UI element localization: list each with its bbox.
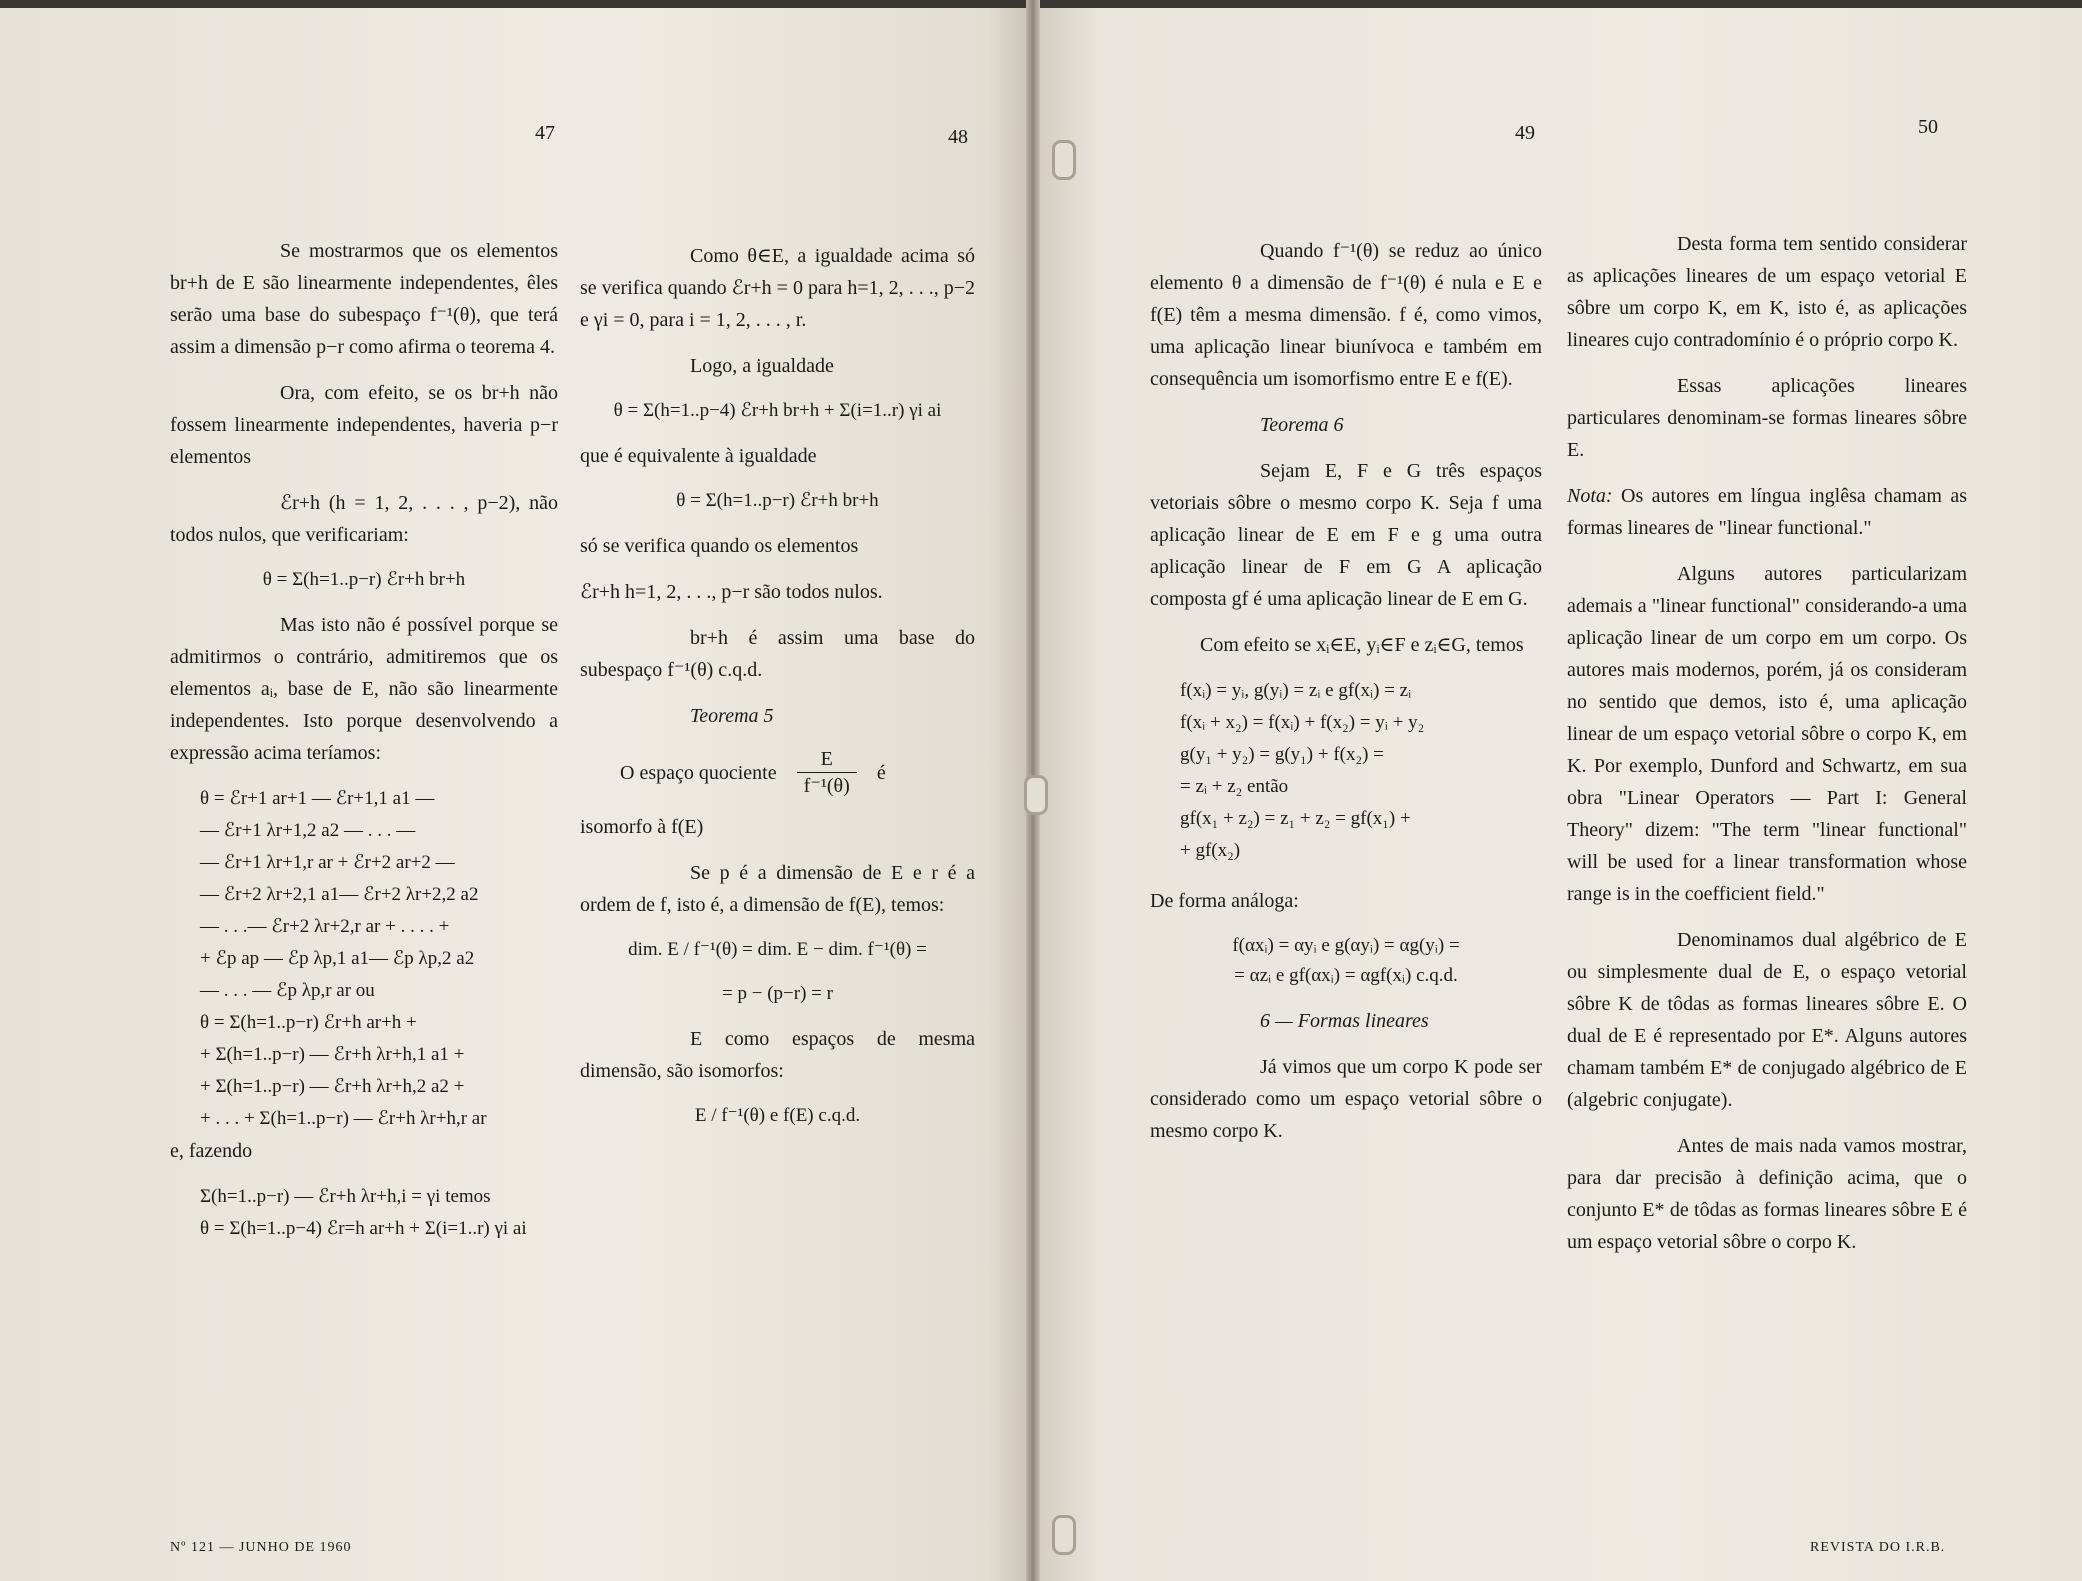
paragraph: Alguns autores particularizam ademais a "linear functional" considerando-a uma aplicação linear de um corpo em um corpo. Os autores mais modernos, porém, já os consideram no sentido que demos, isto é, uma aplicação linear de um espaço vetorial sôbre o corpo K, em K. Por exemplo, Dunford and Schwartz, em sua obra "Linear Operators — Part I: General Theory" dizem: "The term "linear functional" will be used for a linear transformation whose range is in the coefficient field.": [1567, 563, 1967, 905]
paragraph: Sejam E, F e G três espaços vetoriais sôbre o mesmo corpo K. Seja f uma aplicação linear de E em F e g uma outra aplicação linear de F em G A aplicação composta gf é uma aplicação linear de E em G.: [1150, 460, 1542, 610]
page-footer: REVISTA DO I.R.B.: [1810, 1540, 1946, 1555]
equation-block: [170, 783, 558, 1135]
page-number: 48: [948, 126, 968, 148]
paragraph: Os autores em língua inglêsa chamam as formas lineares de "linear functional.": [1567, 485, 1968, 539]
page-number: 50: [1918, 116, 1938, 138]
paragraph: E como espaços de mesma dimensão, são isomorfos:: [580, 1028, 975, 1082]
binding-hole-icon: [1052, 1515, 1076, 1555]
equation-block: [1150, 931, 1542, 991]
paragraph: Se p é a dimensão de E e r é a ordem de f, isto é, a dimensão de f(E), temos:: [580, 862, 975, 916]
equation-block: [170, 1181, 558, 1245]
equation: f(αxᵢ) = αyᵢ e g(αyᵢ) = αg(yᵢ) =: [1232, 935, 1460, 956]
page-number: 49: [1515, 122, 1535, 144]
paragraph: que é equivalente à igualdade: [580, 445, 817, 467]
fraction-denominator: f⁻¹(θ): [803, 775, 850, 797]
paragraph: br+h é assim uma base do subespaço f⁻¹(θ) c.q.d.: [580, 627, 975, 681]
equation: — ℰr+1 λr+1,2 a2 — . . . —: [200, 820, 416, 841]
equation: + Σ(h=1..p−r) — ℰr+h λr+h,1 a1 +: [200, 1044, 465, 1065]
paragraph: Se mostrarmos que os elementos br+h de E são linearmente independentes, êles serão uma base do subespaço f⁻¹(θ), que terá assim a dimensão p−r como afirma o teorema 4.: [170, 240, 558, 358]
paragraph: Como θ∈E, a igualdade acima só se verifica quando ℰr+h = 0 para h=1, 2, . . ., p−2 e γi = 0, para i = 1, 2, . . . , r.: [580, 245, 975, 331]
equation: f(xᵢ) = yᵢ, g(yᵢ) = zᵢ e gf(xᵢ) = zᵢ: [1180, 680, 1412, 701]
paragraph: só se verifica quando os elementos: [580, 535, 859, 557]
page-47-column: [170, 235, 558, 1245]
equation: θ = ℰr+1 ar+1 — ℰr+1,1 a1 —: [200, 788, 435, 809]
paragraph: Quando f⁻¹(θ) se reduz ao único elemento θ a dimensão de f⁻¹(θ) é nula e E e f(E) têm a mesma dimensão. f é, como vimos, uma aplicação linear biunívoca e também em consequência um isomorfismo entre E e f(E).: [1150, 240, 1542, 390]
page-number: 47: [535, 122, 555, 144]
binding-hole-icon: [1024, 775, 1048, 815]
paragraph: ℰr+h (h = 1, 2, . . . , p−2), não todos nulos, que verificariam:: [170, 492, 558, 546]
equation: E / f⁻¹(θ) e f(E) c.q.d.: [694, 1105, 861, 1126]
section-title: 6 — Formas lineares: [1260, 1010, 1429, 1032]
equation: g(y₁ + y₂) = g(y₁) + f(x₂) =: [1180, 744, 1384, 765]
equation: — ℰr+1 λr+1,r ar + ℰr+2 ar+2 —: [200, 852, 455, 873]
equation: θ = Σ(h=1..p−4) ℰr=h ar+h + Σ(i=1..r) γi ai: [200, 1218, 527, 1239]
equation-block: [1150, 675, 1542, 867]
page-48-column: [580, 240, 975, 1145]
page-49-column: [1150, 235, 1542, 1161]
page-50-column: [1567, 228, 1967, 1272]
binding-hole-icon: [1052, 140, 1076, 180]
equation: θ = Σ(h=1..p−r) ℰr+h ar+h +: [200, 1012, 417, 1033]
paragraph: O espaço quociente: [620, 761, 777, 784]
equation: gf(x₁ + z₂) = z₁ + z₂ = gf(x₁) +: [1180, 808, 1411, 829]
equation: — . . .— ℰr+2 λr+2,r ar + . . . . +: [200, 916, 450, 937]
equation: Σ(h=1..p−r) — ℰr+h λr+h,i = γi temos: [200, 1186, 491, 1207]
equation: = αzᵢ e gf(αxᵢ) = αgf(xᵢ) c.q.d.: [1234, 965, 1458, 986]
paragraph: e, fazendo: [170, 1140, 253, 1162]
equation: + . . . + Σ(h=1..p−r) — ℰr+h λr+h,r ar: [200, 1108, 487, 1129]
equation: — . . . — ℰp λp,r ar ou: [200, 980, 375, 1001]
equation: + gf(x₂): [1180, 840, 1241, 861]
equation: + ℰp ap — ℰp λp,1 a1— ℰp λp,2 a2: [200, 948, 475, 969]
equation: dim. E / f⁻¹(θ) = dim. E − dim. f⁻¹(θ) =: [628, 939, 927, 960]
equation: θ = Σ(h=1..p−r) ℰr+h br+h: [262, 569, 466, 590]
paragraph: Essas aplicações lineares particulares denominam-se formas lineares sôbre E.: [1567, 375, 1967, 461]
paragraph: Com efeito se xᵢ∈E, yᵢ∈F e zᵢ∈G, temos: [1200, 634, 1524, 656]
nota-paragraph: [1567, 480, 1967, 544]
paragraph: Denominamos dual algébrico de E ou simplesmente dual de E, o espaço vetorial sôbre K de tôdas as formas lineares sôbre E. O dual de E é representado por E*. Alguns autores chamam também E* de conjugado algébrico de E (algebric conjugate).: [1567, 929, 1967, 1111]
paragraph: Mas isto não é possível porque se admitirmos o contrário, admitiremos que os elementos aᵢ, base de E, não são linearmente independentes. Isto porque desenvolvendo a expressão acima teríamos:: [170, 614, 558, 764]
paragraph: Antes de mais nada vamos mostrar, para dar precisão à definição acima, que o conjunto E* de tôdas as formas lineares sôbre E é um espaço vetorial sôbre o corpo K.: [1567, 1135, 1967, 1253]
paragraph: ℰr+h h=1, 2, . . ., p−r são todos nulos.: [580, 581, 883, 603]
quotient-tail: é: [876, 761, 886, 784]
equation: — ℰr+2 λr+2,1 a1— ℰr+2 λr+2,2 a2: [200, 884, 479, 905]
fraction-numerator: E: [797, 746, 857, 773]
paragraph: Já vimos que um corpo K pode ser considerado como um espaço vetorial sôbre o mesmo corpo K.: [1150, 1056, 1542, 1142]
equation: = p − (p−r) = r: [722, 983, 833, 1004]
equation: = zᵢ + z₂ então: [1180, 776, 1289, 797]
equation: + Σ(h=1..p−r) — ℰr+h λr+h,2 a2 +: [200, 1076, 465, 1097]
equation: f(xᵢ + x₂) = f(xᵢ) + f(x₂) = yᵢ + y₂: [1180, 712, 1425, 733]
theorem-title: Teorema 5: [690, 705, 774, 727]
fraction: [797, 746, 857, 799]
page-footer: Nº 121 — JUNHO DE 1960: [170, 1540, 352, 1555]
paragraph: De forma análoga:: [1150, 890, 1299, 912]
paragraph: Ora, com efeito, se os br+h não fossem linearmente independentes, haveria p−r elementos: [170, 382, 558, 468]
theorem-title: Teorema 6: [1260, 414, 1344, 436]
paragraph: Logo, a igualdade: [690, 355, 834, 377]
nota-label: Nota:: [1567, 485, 1613, 507]
paragraph: Desta forma tem sentido considerar as aplicações lineares de um espaço vetorial E sôbre um corpo K, em K, isto é, as aplicações lineares cujo contradomínio é o próprio corpo K.: [1567, 233, 1967, 351]
equation: θ = Σ(h=1..p−r) ℰr+h br+h: [676, 490, 879, 511]
equation: θ = Σ(h=1..p−4) ℰr+h br+h + Σ(i=1..r) γi ai: [613, 400, 942, 421]
paragraph: isomorfo à f(E): [580, 816, 704, 838]
quotient-statement: [620, 746, 975, 799]
